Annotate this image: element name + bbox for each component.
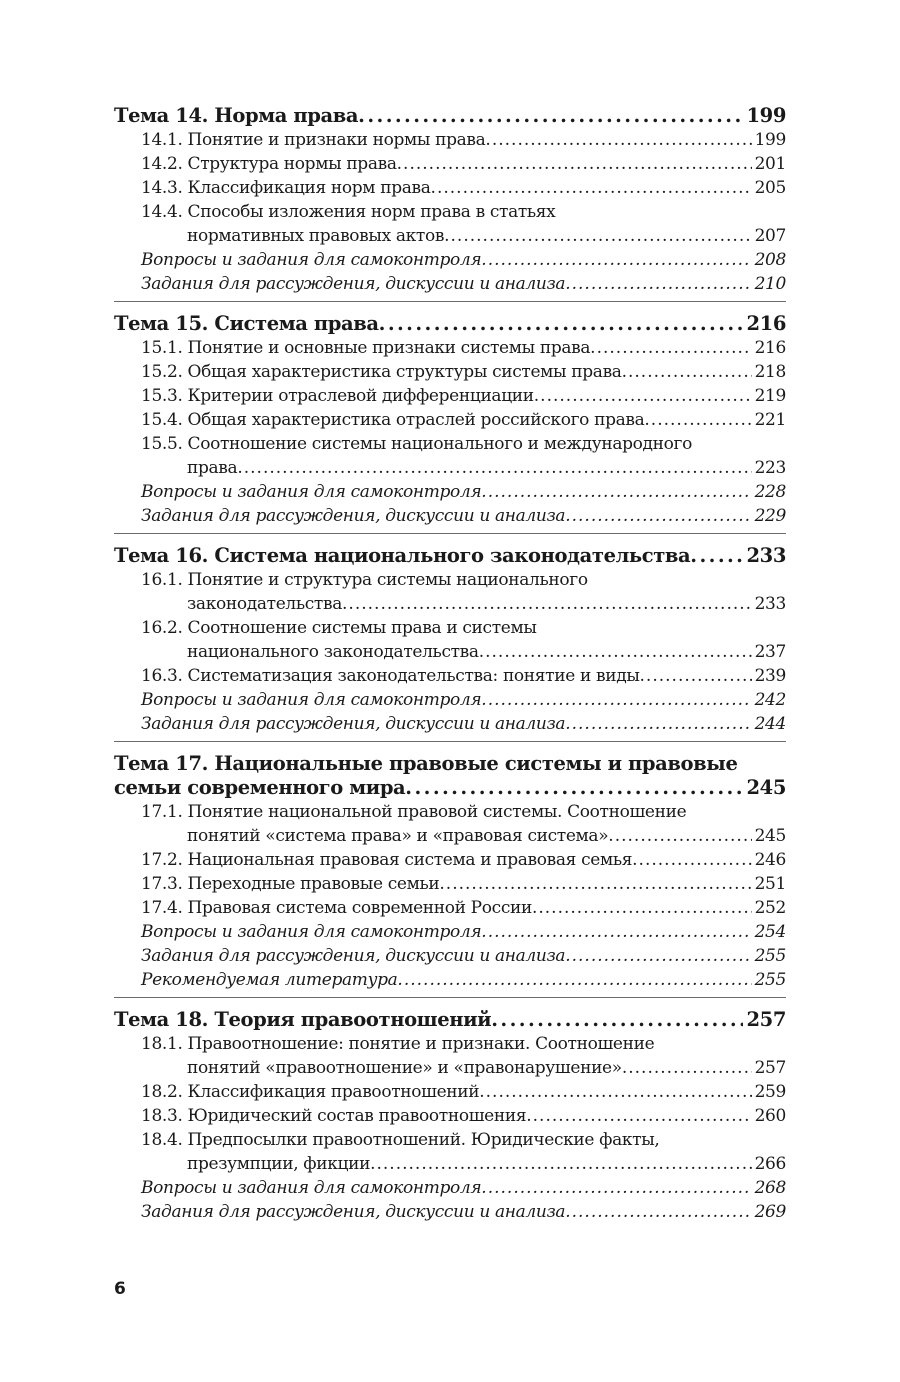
topic-title-line	[114, 312, 786, 336]
dot-leader	[479, 1080, 751, 1104]
extra-line	[141, 1200, 786, 1224]
topic-title-cont-page: 245	[746, 776, 786, 799]
extra-page: 210	[754, 274, 786, 294]
entry-line	[141, 128, 786, 152]
entry-title-cont-label: нормативных правовых актов	[187, 226, 445, 246]
extra-label: Задания для рассуждения, дискуссии и анализа	[141, 714, 566, 734]
extra-page: 269	[754, 1202, 786, 1222]
topic-heading[interactable]	[114, 752, 786, 800]
entry-line	[141, 872, 786, 896]
extra-label: Вопросы и задания для самоконтроля	[141, 250, 482, 270]
entry-title-cont-line	[141, 224, 786, 248]
extra-line	[141, 1176, 786, 1200]
toc-entry[interactable]	[114, 848, 786, 872]
extra-line	[141, 504, 786, 528]
topic-heading[interactable]	[114, 312, 786, 336]
extra-page: 242	[754, 690, 786, 710]
toc-entry[interactable]	[114, 1104, 786, 1128]
entry-page: 221	[754, 410, 786, 430]
entry-title-cont-page: 207	[754, 226, 786, 246]
entry-title: 14.4. Способы изложения норм права в статьях	[141, 202, 556, 222]
entry-title-cont-page: 245	[754, 826, 786, 846]
toc-extra-entry[interactable]	[114, 480, 786, 504]
dot-leader	[590, 336, 751, 360]
extra-page: 228	[754, 482, 786, 502]
topic-title-page: 233	[746, 544, 786, 567]
entry-label: 18.2. Классификация правоотношений	[141, 1082, 480, 1102]
entry-title: 18.1. Правоотношение: понятие и признаки. Соотношение	[141, 1034, 655, 1054]
entry-label: 14.2. Структура нормы права	[141, 154, 397, 174]
toc-entry[interactable]	[114, 872, 786, 896]
dot-leader	[481, 248, 751, 272]
toc-entry[interactable]	[114, 128, 786, 152]
toc-extra-entry[interactable]	[114, 504, 786, 528]
topic-title-line	[114, 104, 786, 128]
extra-line	[141, 712, 786, 736]
extra-page: 255	[754, 946, 786, 966]
dot-leader	[358, 104, 743, 128]
topic-title-cont-line	[114, 776, 786, 800]
dot-leader	[481, 920, 751, 944]
entry-title-cont-line	[141, 824, 786, 848]
entry-line	[141, 848, 786, 872]
entry-title-cont-label: права	[187, 458, 238, 478]
extra-page: 255	[754, 970, 786, 990]
extra-line	[141, 688, 786, 712]
topic-title-label: Тема 18. Теория правоотношений	[114, 1008, 492, 1031]
topic-title-line	[114, 1008, 786, 1032]
entry-title-cont-page: 223	[754, 458, 786, 478]
entry-line	[141, 896, 786, 920]
dot-leader	[622, 360, 752, 384]
entry-label: 18.3. Юридический состав правоотношения	[141, 1106, 527, 1126]
entry-page: 205	[754, 178, 786, 198]
dot-leader	[526, 1104, 751, 1128]
entry-line	[141, 1104, 786, 1128]
entry-page: 219	[754, 386, 786, 406]
section-divider	[114, 301, 786, 302]
extra-label: Задания для рассуждения, дискуссии и анализа	[141, 506, 566, 526]
page-number: 6	[114, 1279, 126, 1299]
entry-title: 17.1. Понятие национальной правовой системы. Соотношение	[141, 802, 687, 822]
extra-page: 254	[754, 922, 786, 942]
dot-leader	[491, 1008, 743, 1032]
entry-line	[141, 360, 786, 384]
dot-leader	[565, 944, 751, 968]
entry-page: 252	[754, 898, 786, 918]
topic-title-page: 199	[746, 104, 786, 127]
entry-line	[141, 336, 786, 360]
dot-leader	[481, 480, 751, 504]
dot-leader	[640, 664, 752, 688]
dot-leader	[534, 384, 752, 408]
topic-title-label: Тема 16. Система национального законодательства	[114, 544, 691, 567]
entry-title-cont-page: 233	[754, 594, 786, 614]
extra-label: Вопросы и задания для самоконтроля	[141, 690, 482, 710]
entry-label: 14.3. Классификация норм права	[141, 178, 431, 198]
entry-title-cont-page: 266	[754, 1154, 786, 1174]
extra-line	[141, 272, 786, 296]
toc-extra-entry[interactable]	[114, 920, 786, 944]
toc-entry[interactable]	[114, 1128, 786, 1176]
dot-leader	[485, 128, 751, 152]
toc-entry[interactable]	[114, 176, 786, 200]
extra-page: 244	[754, 714, 786, 734]
topic-heading[interactable]	[114, 1008, 786, 1032]
dot-leader	[565, 272, 751, 296]
dot-leader	[608, 824, 751, 848]
toc-entry[interactable]	[114, 1080, 786, 1104]
toc-entry[interactable]	[114, 1032, 786, 1080]
entry-title-cont-line	[141, 1056, 786, 1080]
toc-extra-entry[interactable]	[114, 688, 786, 712]
toc-entry[interactable]	[114, 664, 786, 688]
entry-line	[141, 1080, 786, 1104]
toc-entry[interactable]	[114, 568, 786, 616]
toc-extra-entry[interactable]	[114, 968, 786, 992]
entry-label: 17.4. Правовая система современной России	[141, 898, 532, 918]
dot-leader	[481, 688, 751, 712]
entry-page: 260	[754, 1106, 786, 1126]
entry-title-cont-line	[141, 592, 786, 616]
extra-line	[141, 248, 786, 272]
extra-label: Вопросы и задания для самоконтроля	[141, 922, 482, 942]
toc-entry[interactable]	[114, 896, 786, 920]
entry-label: 16.3. Систематизация законодательства: понятие и виды	[141, 666, 640, 686]
entry-page: 251	[754, 874, 786, 894]
extra-line	[141, 944, 786, 968]
entry-title-cont-page: 237	[754, 642, 786, 662]
entry-label: 15.2. Общая характеристика структуры системы права	[141, 362, 622, 382]
section-divider	[114, 741, 786, 742]
entry-title-cont-label: понятий «система права» и «правовая система»	[187, 826, 609, 846]
toc-entry[interactable]	[114, 152, 786, 176]
entry-title: 18.4. Предпосылки правоотношений. Юридические факты,	[141, 1130, 660, 1150]
dot-leader	[397, 152, 752, 176]
extra-line	[141, 480, 786, 504]
dot-leader	[622, 1056, 752, 1080]
entry-line	[141, 664, 786, 688]
extra-label: Вопросы и задания для самоконтроля	[141, 482, 482, 502]
dot-leader	[370, 1152, 752, 1176]
entry-label: 15.4. Общая характеристика отраслей российского права	[141, 410, 645, 430]
toc-extra-entry[interactable]	[114, 944, 786, 968]
topic-title-line	[114, 544, 786, 568]
dot-leader	[431, 176, 752, 200]
toc-extra-entry[interactable]	[114, 712, 786, 736]
entry-line	[141, 408, 786, 432]
toc-entry[interactable]	[114, 384, 786, 408]
entry-label: 17.3. Переходные правовые семьи	[141, 874, 440, 894]
entry-title-cont-label: понятий «правоотношение» и «правонарушение»	[187, 1058, 622, 1078]
dot-leader	[565, 712, 751, 736]
extra-line	[141, 968, 786, 992]
topic-title-cont-label: семьи современного мира	[114, 776, 406, 799]
dot-leader	[479, 640, 752, 664]
topic-title-label: Тема 15. Система права	[114, 312, 379, 335]
toc-entry[interactable]	[114, 408, 786, 432]
toc-entry[interactable]	[114, 616, 786, 664]
entry-title-cont-line	[141, 456, 786, 480]
topic-title-page: 216	[746, 312, 786, 335]
topic-heading[interactable]	[114, 104, 786, 128]
dot-leader	[444, 224, 752, 248]
entry-page: 201	[754, 154, 786, 174]
dot-leader	[565, 1200, 751, 1224]
topic-title-page: 257	[746, 1008, 786, 1031]
entry-line	[141, 152, 786, 176]
extra-page: 229	[754, 506, 786, 526]
entry-title-cont-label: презумпции, фикции	[187, 1154, 371, 1174]
entry-label: 17.2. Национальная правовая система и правовая семья	[141, 850, 633, 870]
toc-extra-entry[interactable]	[114, 1176, 786, 1200]
toc-extra-entry[interactable]	[114, 248, 786, 272]
entry-page: 216	[754, 338, 786, 358]
toc-topic	[114, 752, 786, 998]
dot-leader	[644, 408, 751, 432]
toc-entry[interactable]	[114, 360, 786, 384]
dot-leader	[690, 544, 743, 568]
dot-leader	[379, 312, 744, 336]
topic-title: Тема 17. Национальные правовые системы и правовые	[114, 752, 738, 775]
extra-page: 208	[754, 250, 786, 270]
entry-title: 16.2. Соотношение системы права и системы	[141, 618, 537, 638]
entry-page: 259	[754, 1082, 786, 1102]
toc-entry[interactable]	[114, 432, 786, 480]
toc-entry[interactable]	[114, 336, 786, 360]
entry-title: 15.5. Соотношение системы национального и международного	[141, 434, 692, 454]
toc-topic	[114, 544, 786, 742]
entry-title-cont-line	[141, 1152, 786, 1176]
entry-line	[141, 384, 786, 408]
entry-title-cont-label: законодательства	[187, 594, 342, 614]
entry-page: 199	[754, 130, 786, 150]
toc-topic	[114, 312, 786, 534]
entry-page: 246	[754, 850, 786, 870]
toc-entry[interactable]	[114, 800, 786, 848]
dot-leader	[481, 1176, 751, 1200]
dot-leader	[397, 968, 751, 992]
dot-leader	[439, 872, 751, 896]
toc-extra-entry[interactable]	[114, 1200, 786, 1224]
extra-label: Рекомендуемая литература	[141, 970, 398, 990]
toc-topic	[114, 104, 786, 302]
toc-topic	[114, 1008, 786, 1224]
toc-entry[interactable]	[114, 200, 786, 248]
extra-label: Вопросы и задания для самоконтроля	[141, 1178, 482, 1198]
entry-label: 15.1. Понятие и основные признаки системы права	[141, 338, 591, 358]
extra-page: 268	[754, 1178, 786, 1198]
section-divider	[114, 997, 786, 998]
dot-leader	[237, 456, 751, 480]
entry-page: 239	[754, 666, 786, 686]
dot-leader	[342, 592, 752, 616]
entry-page: 218	[754, 362, 786, 382]
entry-title-cont-label: национального законодательства	[187, 642, 479, 662]
entry-title: 16.1. Понятие и структура системы национального	[141, 570, 588, 590]
table-of-contents	[114, 104, 786, 1224]
extra-label: Задания для рассуждения, дискуссии и анализа	[141, 1202, 566, 1222]
extra-label: Задания для рассуждения, дискуссии и анализа	[141, 274, 566, 294]
topic-heading[interactable]	[114, 544, 786, 568]
section-divider	[114, 533, 786, 534]
entry-title-cont-page: 257	[754, 1058, 786, 1078]
toc-extra-entry[interactable]	[114, 272, 786, 296]
extra-line	[141, 920, 786, 944]
dot-leader	[532, 896, 752, 920]
dot-leader	[405, 776, 743, 800]
entry-line	[141, 176, 786, 200]
entry-label: 14.1. Понятие и признаки нормы права	[141, 130, 486, 150]
entry-label: 15.3. Критерии отраслевой дифференциации	[141, 386, 534, 406]
dot-leader	[632, 848, 751, 872]
dot-leader	[565, 504, 751, 528]
topic-title-label: Тема 14. Норма права	[114, 104, 359, 127]
extra-label: Задания для рассуждения, дискуссии и анализа	[141, 946, 566, 966]
entry-title-cont-line	[141, 640, 786, 664]
